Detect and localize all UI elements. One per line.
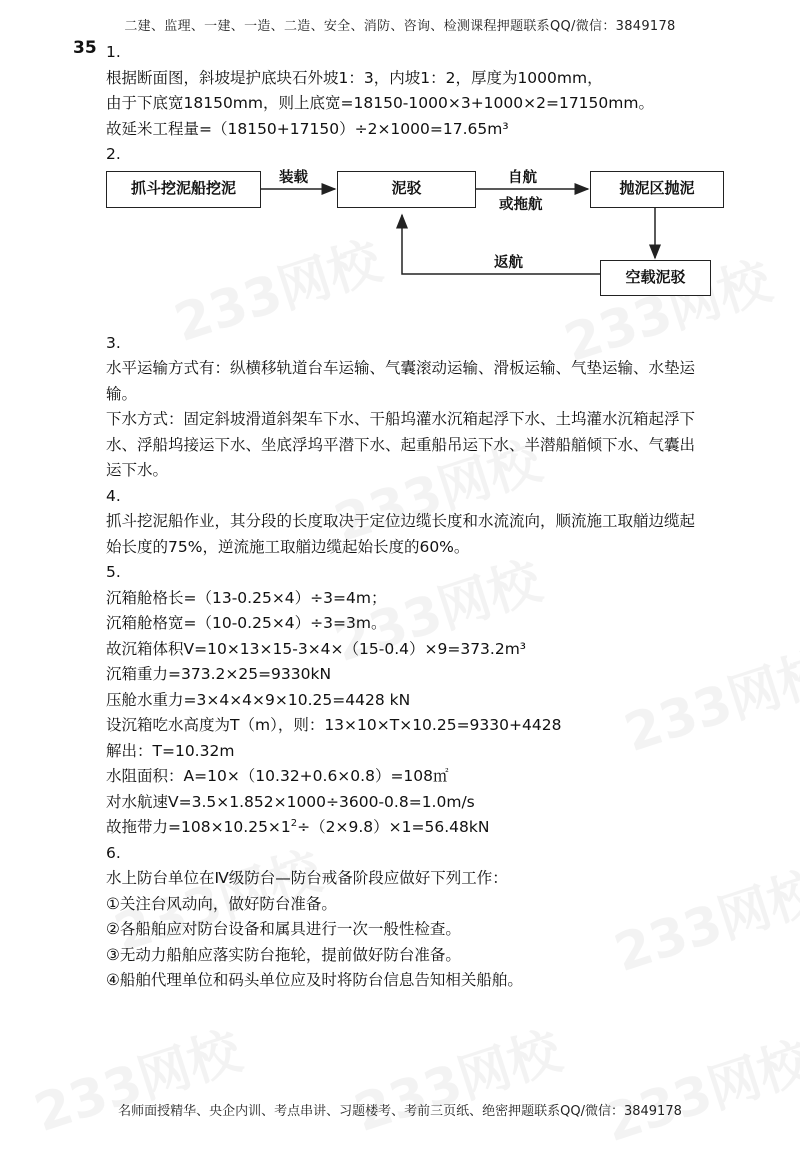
page-number: 35 [73, 38, 97, 58]
q1-line: 故延米工程量=（18150+17150）÷2×1000=17.65m³ [106, 119, 509, 138]
label-self-propelled: 自航 [508, 169, 537, 186]
label-load: 装载 [279, 169, 308, 186]
q3-number: 3. [106, 333, 121, 352]
box-dumping-area: 抛泥区抛泥 [590, 171, 724, 208]
q5-line: 沉箱舱格长=（13-0.25×4）÷3=4m； [106, 588, 387, 607]
q3-line: 下水方式：固定斜坡滑道斜架车下水、干船坞灌水沉箱起浮下水、土坞灌水沉箱起浮下 [106, 410, 696, 428]
q5-line: 压舱水重力=3×4×4×9×10.25=4428 kN [106, 690, 411, 709]
q4-line: 抓斗挖泥船作业，其分段的长度取决于定位边缆长度和水流流向，顺流施工取艏边缆起 [106, 512, 696, 530]
box-mud-barge: 泥驳 [337, 171, 476, 208]
q6-line: ③无动力船舶应落实防台拖轮，提前做好防台准备。 [106, 945, 461, 964]
towing-formula-part2: ÷（2×9.8）×1=56.48kN [297, 818, 490, 836]
q6-line: ④船舶代理单位和码头单位应及时将防台信息告知相关船舶。 [106, 971, 523, 989]
q1-line: 由于下底宽18150mm，则上底宽=18150-1000×3+1000×2=17150mm。 [106, 94, 654, 112]
page-header: 二建、监理、一建、一造、二造、安全、消防、咨询、检测课程押题联系QQ/微信：3849178 [124, 19, 676, 34]
watermark-logo [344, 1009, 569, 1146]
q5-number: 5. [106, 563, 121, 581]
q3-line: 输。 [106, 384, 138, 403]
q2-number: 2. [106, 145, 121, 163]
towing-formula-exponent: 2 [290, 817, 298, 829]
q3-line: 水、浮船坞接运下水、坐底浮坞平潜下水、起重船吊运下水、半潜船艏倾下水、气囊出 [106, 435, 696, 454]
q5-line: 沉箱重力=373.2×25=9330kN [106, 665, 332, 683]
q5-line: 对水航速V=3.5×1.852×1000÷3600-0.8=1.0m/s [106, 792, 475, 811]
q3-line: 运下水。 [106, 461, 169, 479]
watermark-logo [594, 1019, 800, 1156]
answer-content [106, 40, 746, 994]
towing-formula-part1: 故拖带力=108×10.25×1 [106, 818, 291, 836]
q6-line: ①关注台风动向，做好防台准备。 [106, 894, 337, 913]
page-footer: 名师面授精华、央企内训、考点串讲、习题楼考、考前三页纸、绝密押题联系QQ/微信：3849178 [118, 1104, 682, 1119]
watermark-logo [24, 1009, 249, 1146]
q4-number: 4. [106, 486, 121, 505]
q1-line: 根据断面图，斜坡堤护底块石外坡1：3，内坡1：2，厚度为1000mm， [106, 68, 603, 87]
q5-line: 解出：T=10.32m [106, 741, 235, 760]
q3-line: 水平运输方式有：纵横移轨道台车运输、气囊滚动运输、滑板运输、气垫运输、水垫运 [106, 359, 696, 377]
q4-line: 始长度的75%，逆流施工取艏边缆起始长度的60%。 [106, 537, 470, 556]
q5-line: 故沉箱体积V=10×13×15-3×4×（15-0.4）×9=373.2m³ [106, 639, 527, 658]
box-empty-barge: 空载泥驳 [600, 260, 711, 296]
q1-number: 1. [106, 43, 121, 61]
q6-line: ②各船舶应对防台设备和属具进行一次一般性检查。 [106, 920, 461, 938]
q6-line: 水上防台单位在Ⅳ级防台—防台戒备阶段应做好下列工作： [106, 869, 508, 887]
q5-line: 水阻面积：A=10×（10.32+0.6×0.8）=108㎡ [106, 767, 449, 785]
q5-line-towing-force [106, 815, 746, 841]
label-return: 返航 [494, 254, 523, 271]
box-grab-dredger: 抓斗挖泥船挖泥 [106, 171, 261, 208]
dredging-flow-diagram [106, 169, 746, 331]
q6-number: 6. [106, 843, 121, 862]
q5-line: 设沉箱吃水高度为T（m），则：13×10×T×10.25=9330+4428 [106, 716, 562, 734]
label-or-towed: 或拖航 [499, 196, 543, 213]
q5-line: 沉箱舱格宽=（10-0.25×4）÷3=3m。 [106, 614, 387, 632]
